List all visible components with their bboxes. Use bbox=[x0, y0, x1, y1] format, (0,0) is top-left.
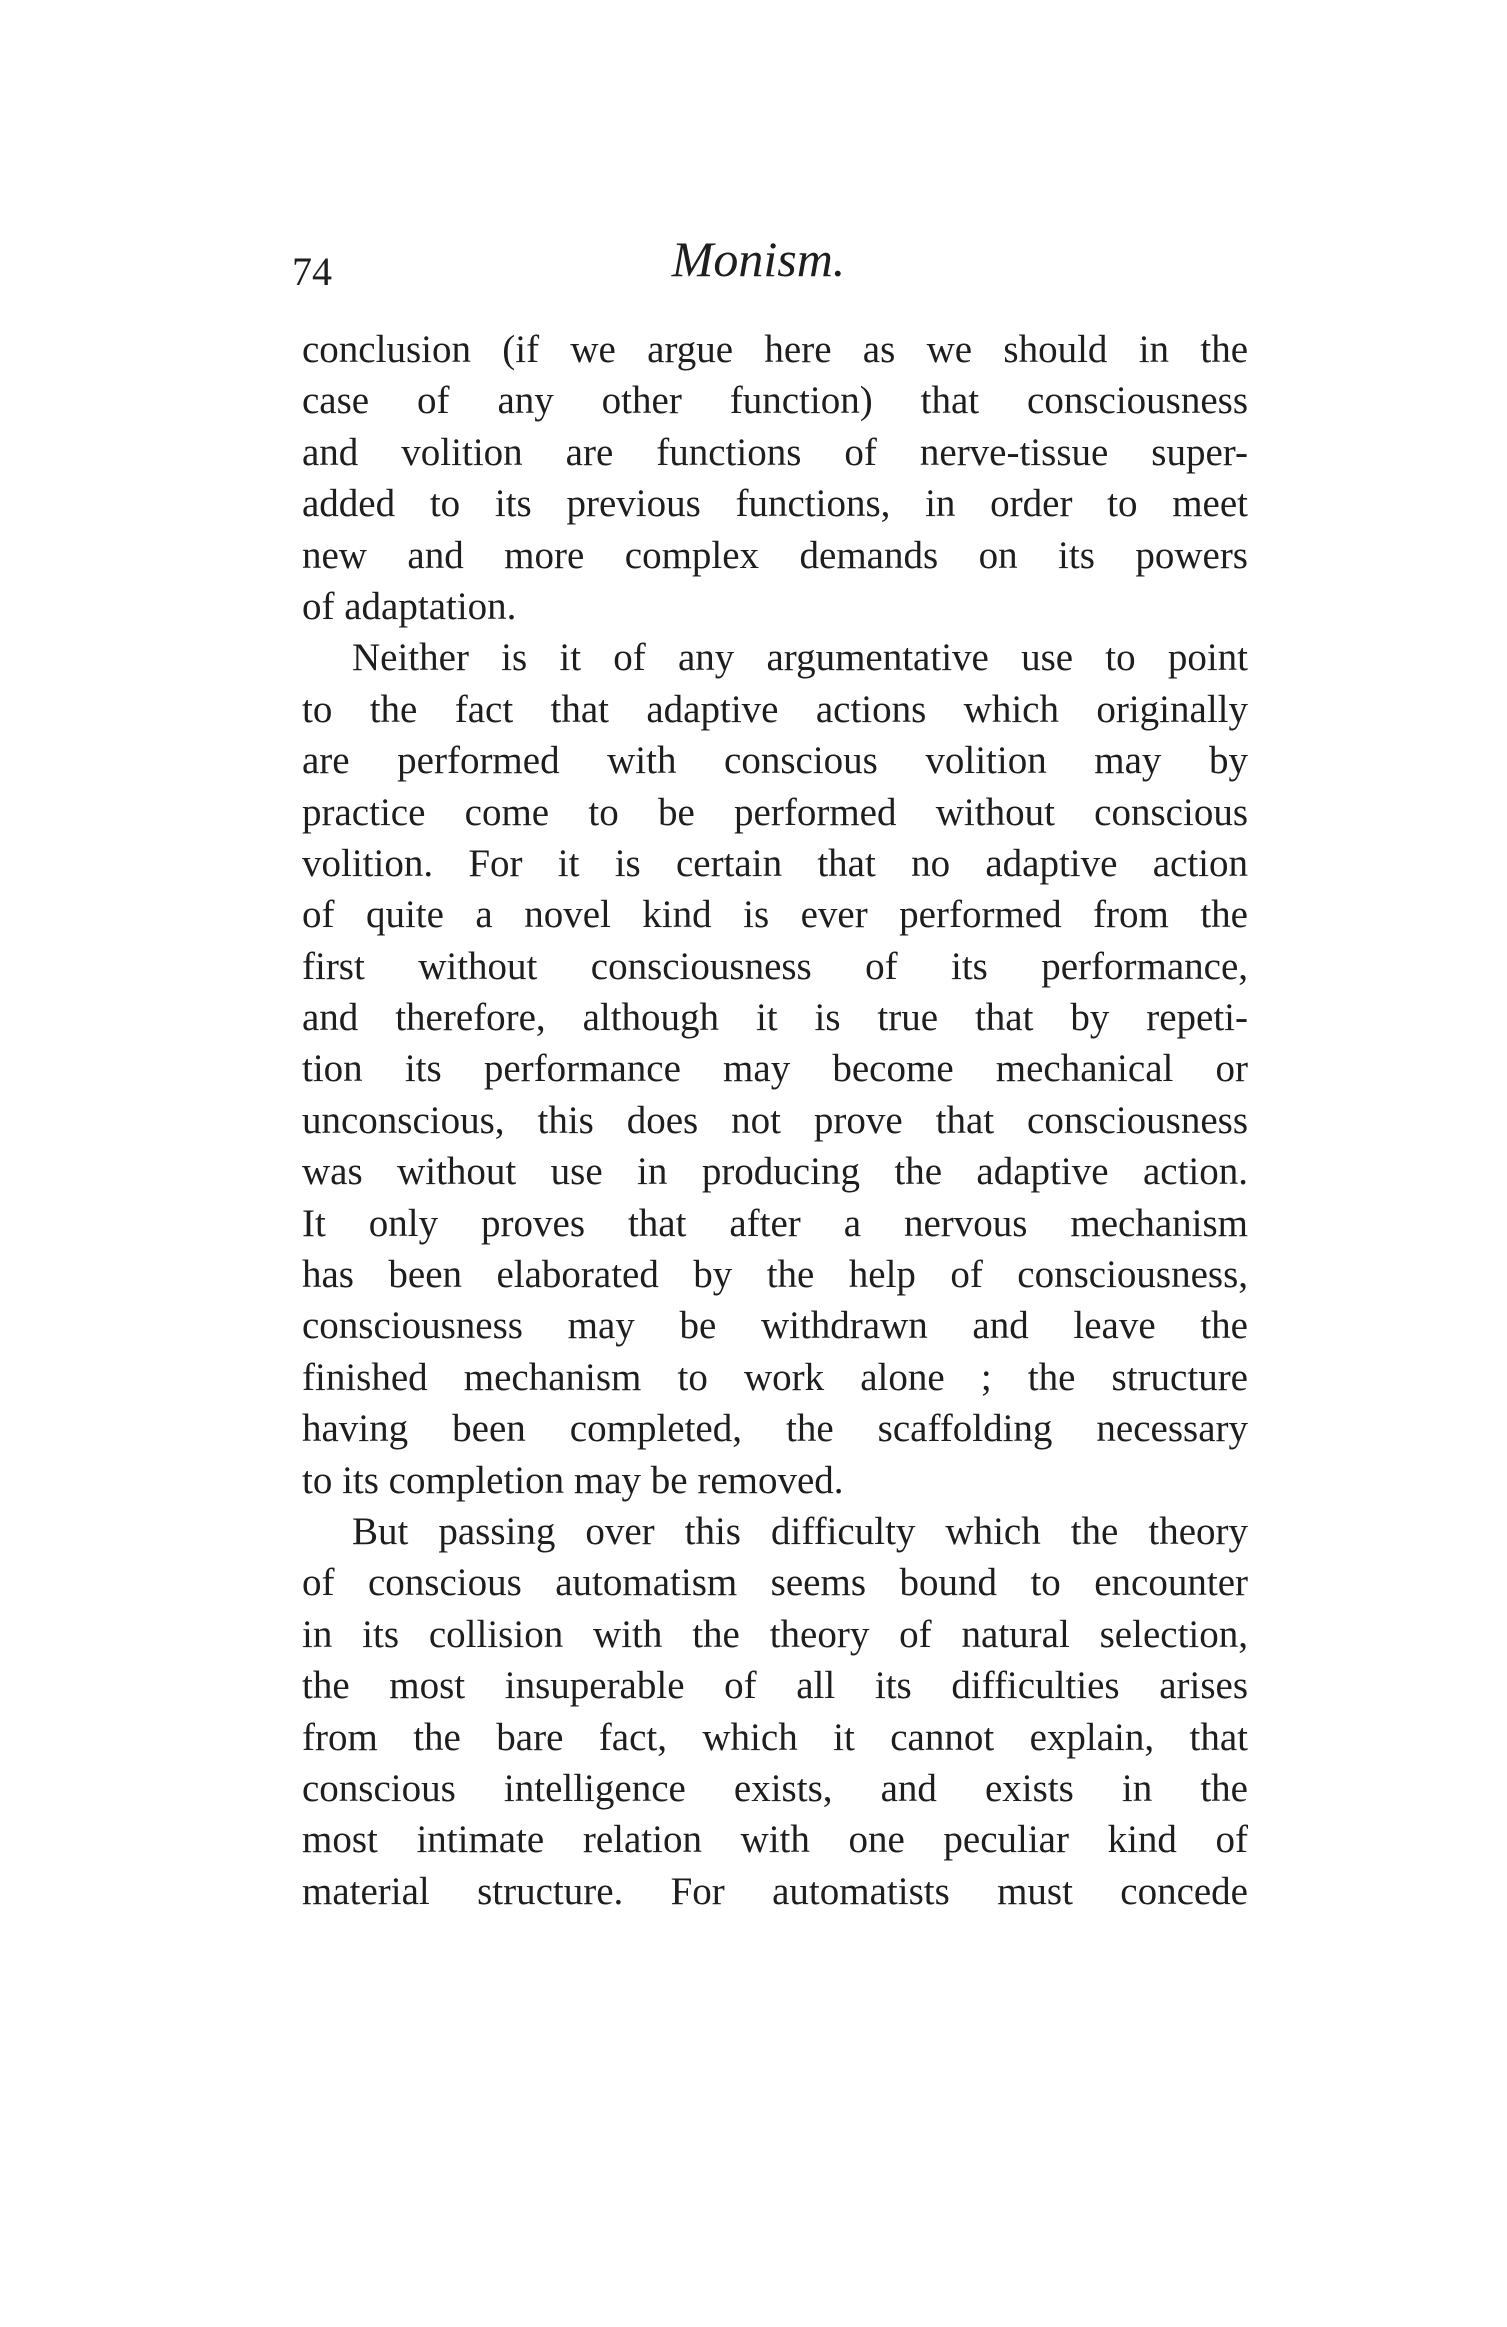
text-line: practice come to be performed without conscious bbox=[302, 790, 1248, 834]
text-line: case of any other function) that consciousness bbox=[302, 379, 1248, 423]
text-line: the most insuperable of all its difficulties arises bbox=[302, 1664, 1248, 1708]
text-line: consciousness may be withdrawn and leave the bbox=[302, 1304, 1248, 1348]
text-line: first without consciousness of its performance, bbox=[302, 944, 1248, 988]
text-line: But passing over this difficulty which the theory bbox=[352, 1509, 1248, 1553]
text-line: conscious intelligence exists, and exists in the bbox=[302, 1766, 1248, 1810]
text-line: added to its previous functions, in order to meet bbox=[302, 482, 1248, 526]
page-number: 74 bbox=[292, 249, 332, 294]
text-line: and therefore, although it is true that by repeti- bbox=[302, 996, 1248, 1040]
text-line: finished mechanism to work alone ; the structure bbox=[302, 1355, 1248, 1399]
text-line: having been completed, the scaffolding necessary bbox=[302, 1407, 1248, 1451]
text-line: unconscious, this does not prove that consciousness bbox=[302, 1098, 1248, 1142]
text-line: has been elaborated by the help of consciousness, bbox=[302, 1253, 1248, 1297]
text-line: to its completion may be removed. bbox=[302, 1458, 844, 1502]
text-line: of conscious automatism seems bound to encounter bbox=[302, 1561, 1248, 1605]
text-line: of adaptation. bbox=[302, 584, 517, 628]
page-body bbox=[302, 324, 1248, 1917]
text-line: It only proves that after a nervous mechanism bbox=[302, 1201, 1248, 1245]
text-line: to the fact that adaptive actions which originally bbox=[302, 687, 1248, 731]
text-line: most intimate relation with one peculiar kind of bbox=[302, 1818, 1248, 1862]
text-line: material structure. For automatists must concede bbox=[302, 1869, 1248, 1913]
text-line: and volition are functions of nerve-tissue super- bbox=[302, 430, 1248, 474]
text-line: conclusion (if we argue here as we should in the bbox=[302, 328, 1248, 371]
text-line: Neither is it of any argumentative use to point bbox=[352, 636, 1248, 680]
running-title: Monism. bbox=[671, 231, 846, 287]
text-line: in its collision with the theory of natural selection, bbox=[302, 1612, 1248, 1656]
text-line: was without use in producing the adaptive action. bbox=[302, 1150, 1248, 1194]
text-line: volition. For it is certain that no adaptive action bbox=[302, 841, 1248, 885]
text-line: tion its performance may become mechanical or bbox=[302, 1047, 1248, 1091]
text-line: are performed with conscious volition may by bbox=[302, 739, 1248, 783]
text-line: of quite a novel kind is ever performed from the bbox=[302, 893, 1248, 937]
text-line: new and more complex demands on its powers bbox=[302, 533, 1248, 577]
text-line: from the bare fact, which it cannot explain, that bbox=[302, 1715, 1248, 1759]
